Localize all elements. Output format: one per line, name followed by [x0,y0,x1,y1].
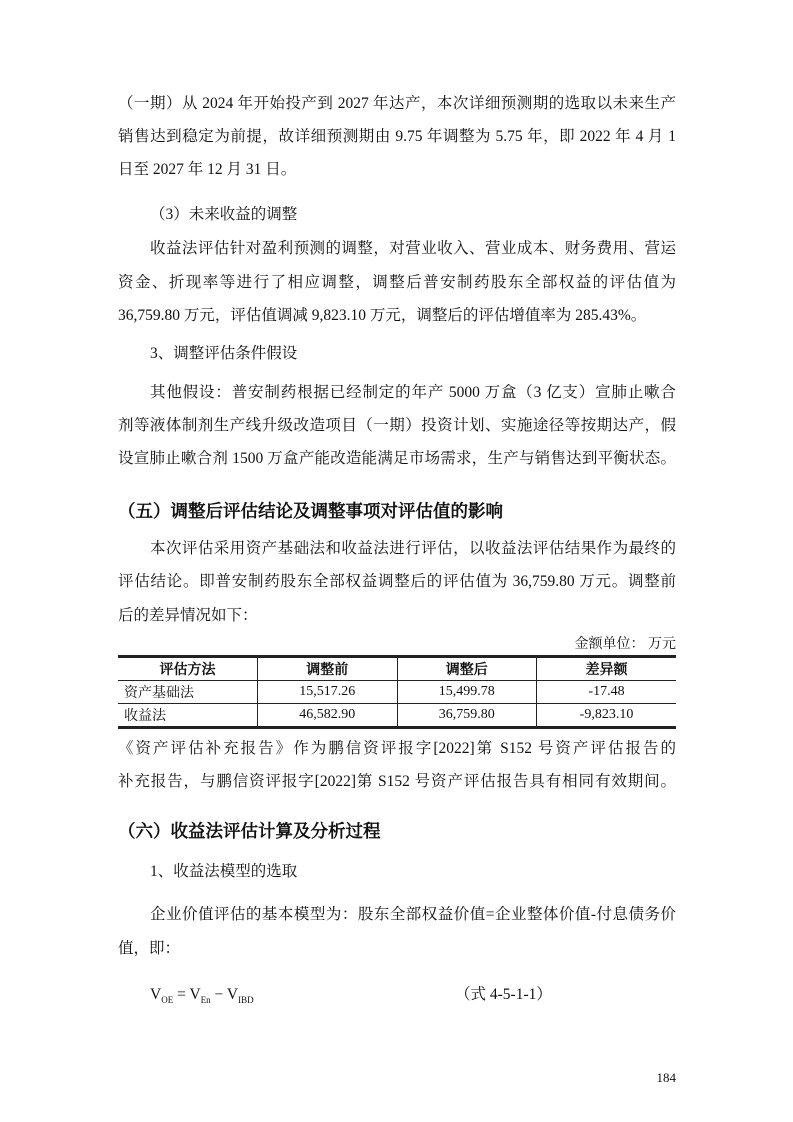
comparison-table [118,655,676,729]
table-row [118,704,676,728]
text-line: （一期）从 2024 年开始投产到 2027 年达产，本次详细预测期的选取以未来生产 [118,95,676,112]
formula-var: V [150,986,162,1003]
cell: 46,582.90 [258,704,398,728]
text-line: 补充报告，与鹏信资评报字[2022]第 S152 号资产评估报告具有相同有效期间。 [118,773,676,790]
formula-sub: IBD [238,995,254,1006]
formula-label: （式 4-5-1-1） [455,986,552,1003]
page-number: 184 [656,1070,676,1085]
text-line: 剂等液体制剂生产线升级改造项目（一期）投资计划、实施途径等按期达产，假 [118,417,676,434]
subheading: 1、收益法模型的选取 [150,863,298,880]
text-line: 值，即： [118,940,181,957]
formula-sub: En [200,995,211,1006]
section-heading: （六）收益法评估计算及分析过程 [118,822,381,842]
text-line: 收益法评估针对盈利预测的调整，对营业收入、营业成本、财务费用、营运 [150,240,676,257]
col-header: 差异额 [537,657,677,681]
subheading: 3、调整评估条件假设 [150,345,298,362]
unit-label: 金额单位： 万元 [574,637,676,652]
subheading: （3）未来收益的调整 [150,206,298,223]
cell: 15,517.26 [258,681,398,704]
text-line: 企业价值评估的基本模型为：股东全部权益价值=企业整体价值-付息债务价 [150,906,676,923]
col-header: 评估方法 [118,657,258,681]
table-row [118,681,676,704]
text-line: 《资产评估补充报告》作为鹏信资评报字[2022]第 S152 号资产评估报告的 [118,740,676,757]
formula-op: = [177,986,186,1003]
col-header: 调整前 [258,657,398,681]
text-line: 36,759.80 万元，评估值调减 9,823.10 万元，调整后的评估增值率为 285.43%。 [118,307,647,324]
cell: 15,499.78 [397,681,537,704]
formula-sub: OE [161,995,174,1006]
text-line: 其他假设：普安制药根据已经制定的年产 5000 万盒（3 亿支）宣肺止嗽合 [150,384,676,401]
cell: 资产基础法 [118,681,258,704]
text-line: 日至 2027 年 12 月 31 日。 [118,161,297,178]
col-header: 调整后 [397,657,537,681]
formula-var: V [226,986,239,1003]
text-line: 资金、折现率等进行了相应调整，调整后普安制药股东全部权益的评估值为 [118,274,676,291]
text-line: 本次评估采用资产基础法和收益法进行评估，以收益法评估结果作为最终的 [150,540,676,557]
text-line: 后的差异情况如下： [118,607,258,624]
formula-op: − [214,986,224,1003]
cell: 36,759.80 [397,704,537,728]
section-heading: （五）调整后评估结论及调整事项对评估值的影响 [118,502,503,522]
text-line: 设宣肺止嗽合剂 1500 万盒产能改造能满足市场需求，生产与销售达到平衡状态。 [118,450,676,467]
cell: -17.48 [537,681,677,704]
formula-var: V [189,986,201,1003]
cell: 收益法 [118,704,258,728]
text-line: 评估结论。即普安制药股东全部权益调整后的评估值为 36,759.80 万元。调整前 [118,573,676,590]
text-line: 销售达到稳定为前提，故详细预测期由 9.75 年调整为 5.75 年，即 2022 年 4 月 1 [118,128,676,145]
cell: -9,823.10 [537,704,677,728]
